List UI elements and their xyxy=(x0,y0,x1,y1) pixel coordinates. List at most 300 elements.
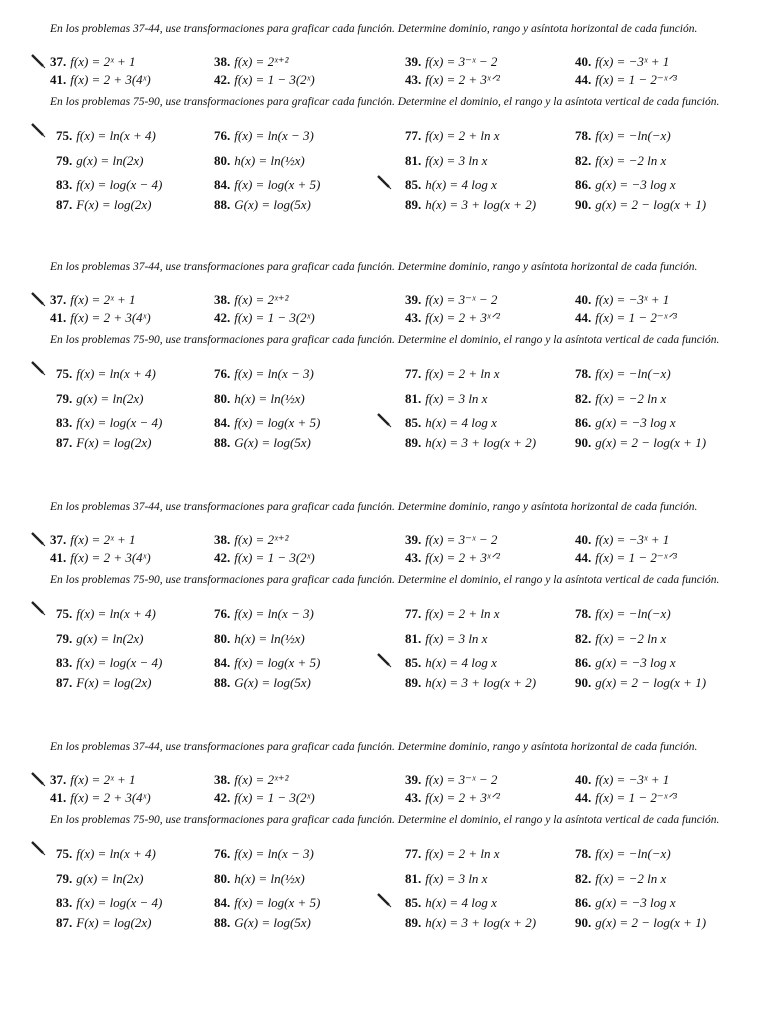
problem-number: 44. xyxy=(575,550,592,565)
problem-item xyxy=(50,532,136,548)
problem-expression: g(x) = 2 − log(x + 1) xyxy=(595,675,707,690)
problem-item xyxy=(405,415,497,431)
problem-expression: g(x) = ln(2x) xyxy=(76,631,144,646)
problem-number: 37. xyxy=(50,532,67,547)
problem-expression: h(x) = ln(½x) xyxy=(234,153,305,168)
problem-number: 39. xyxy=(405,54,422,69)
problem-expression: f(x) = ln(x − 3) xyxy=(234,366,314,381)
problem-item xyxy=(405,197,536,213)
problem-item xyxy=(56,435,151,451)
problem-expression: f(x) = −ln(−x) xyxy=(595,606,671,621)
exp-problem-row xyxy=(0,772,768,790)
problem-expression: g(x) = −3 log x xyxy=(595,177,676,192)
problem-item xyxy=(575,128,671,144)
problem-item xyxy=(405,153,487,169)
problem-number: 79. xyxy=(56,871,73,886)
problem-number: 40. xyxy=(575,292,592,307)
pencil-icon xyxy=(30,771,46,787)
problem-item xyxy=(405,772,497,788)
problem-expression: f(x) = 2ˣ⁺² xyxy=(234,532,289,547)
problem-number: 88. xyxy=(214,675,231,690)
problem-expression: f(x) = log(x − 4) xyxy=(76,655,163,670)
instructions-exponential: En los problemas 37-44, use transformaciones para graficar cada función. Determine dominio, rango y asíntota horizontal de cada función. xyxy=(50,741,698,753)
problem-item xyxy=(214,871,305,887)
problem-number: 38. xyxy=(214,292,231,307)
problem-item xyxy=(56,915,151,931)
problem-expression: g(x) = 2 − log(x + 1) xyxy=(595,197,707,212)
exp-problem-row xyxy=(0,72,768,90)
problem-number: 76. xyxy=(214,366,231,381)
problem-number: 82. xyxy=(575,871,592,886)
problem-item xyxy=(50,550,151,566)
problem-number: 37. xyxy=(50,292,67,307)
problem-number: 81. xyxy=(405,391,422,406)
problem-item xyxy=(214,72,315,88)
problem-item xyxy=(214,790,315,806)
problem-number: 78. xyxy=(575,606,592,621)
instructions-exponential: En los problemas 37-44, use transformaciones para graficar cada función. Determine dominio, rango y asíntota horizontal de cada función. xyxy=(50,23,698,35)
problem-number: 40. xyxy=(575,772,592,787)
problem-item xyxy=(405,391,487,407)
problem-item xyxy=(214,366,314,382)
problem-expression: f(x) = 1 − 2⁻ˣᐟ³ xyxy=(595,790,677,805)
problem-item xyxy=(575,675,706,691)
problem-item xyxy=(214,197,311,213)
problem-number: 80. xyxy=(214,153,231,168)
problem-item xyxy=(50,292,136,308)
problem-expression: F(x) = log(2x) xyxy=(76,675,152,690)
problem-item xyxy=(575,550,677,566)
problem-expression: f(x) = −ln(−x) xyxy=(595,846,671,861)
problem-expression: f(x) = 1 − 3(2ˣ) xyxy=(234,790,315,805)
problem-expression: g(x) = −3 log x xyxy=(595,895,676,910)
problem-expression: f(x) = 1 − 3(2ˣ) xyxy=(234,310,315,325)
problem-expression: g(x) = ln(2x) xyxy=(76,391,144,406)
problem-expression: f(x) = log(x − 4) xyxy=(76,895,163,910)
log-problem-row xyxy=(0,366,768,384)
exp-problem-row xyxy=(0,790,768,808)
problem-item xyxy=(214,772,289,788)
problem-number: 86. xyxy=(575,177,592,192)
problem-expression: f(x) = log(x + 5) xyxy=(234,177,321,192)
problem-number: 75. xyxy=(56,606,73,621)
problem-number: 81. xyxy=(405,871,422,886)
problem-item xyxy=(405,366,499,382)
problem-expression: f(x) = −2 ln x xyxy=(595,153,667,168)
problem-item xyxy=(405,72,500,88)
problem-item xyxy=(56,366,156,382)
problem-number: 77. xyxy=(405,846,422,861)
problem-expression: h(x) = ln(½x) xyxy=(234,871,305,886)
problem-number: 77. xyxy=(405,366,422,381)
problem-expression: f(x) = log(x − 4) xyxy=(76,415,163,430)
log-problem-row xyxy=(0,153,768,171)
problem-number: 43. xyxy=(405,310,422,325)
problem-expression: f(x) = 2ˣ⁺² xyxy=(234,292,289,307)
problem-expression: f(x) = −2 ln x xyxy=(595,871,667,886)
problem-item xyxy=(56,177,162,193)
problem-number: 42. xyxy=(214,790,231,805)
problem-item xyxy=(575,871,666,887)
problem-expression: f(x) = −ln(−x) xyxy=(595,366,671,381)
problem-number: 38. xyxy=(214,54,231,69)
problem-item xyxy=(405,675,536,691)
problem-item xyxy=(214,631,305,647)
problem-number: 44. xyxy=(575,790,592,805)
problem-expression: h(x) = ln(½x) xyxy=(234,391,305,406)
problem-number: 39. xyxy=(405,772,422,787)
problem-expression: f(x) = log(x + 5) xyxy=(234,415,321,430)
problem-item xyxy=(214,606,314,622)
problem-number: 42. xyxy=(214,72,231,87)
log-problem-row xyxy=(0,197,768,215)
problem-item xyxy=(575,435,706,451)
problem-number: 41. xyxy=(50,550,67,565)
problem-item xyxy=(56,631,144,647)
problem-item xyxy=(575,72,677,88)
problem-number: 40. xyxy=(575,532,592,547)
problem-item xyxy=(50,790,151,806)
problem-item xyxy=(575,310,677,326)
problem-item xyxy=(214,675,311,691)
problem-expression: f(x) = 2ˣ + 1 xyxy=(70,292,136,307)
problem-expression: f(x) = ln(x − 3) xyxy=(234,846,314,861)
problem-number: 78. xyxy=(575,846,592,861)
problem-item xyxy=(405,895,497,911)
problem-expression: f(x) = 2 + 3ˣᐟ² xyxy=(425,790,500,805)
problem-item xyxy=(575,631,666,647)
problem-expression: f(x) = 2 + ln x xyxy=(425,606,500,621)
problem-item xyxy=(405,790,500,806)
problem-expression: G(x) = log(5x) xyxy=(234,915,311,930)
problem-expression: f(x) = 2 + ln x xyxy=(425,366,500,381)
pencil-icon xyxy=(30,360,46,376)
problem-item xyxy=(575,895,676,911)
log-problem-row xyxy=(0,435,768,453)
problem-expression: F(x) = log(2x) xyxy=(76,435,152,450)
problem-number: 79. xyxy=(56,391,73,406)
problem-item xyxy=(56,197,151,213)
problem-number: 79. xyxy=(56,631,73,646)
problem-expression: f(x) = 2ˣ⁺² xyxy=(234,54,289,69)
problem-item xyxy=(405,310,500,326)
problem-item xyxy=(405,846,499,862)
problem-expression: g(x) = 2 − log(x + 1) xyxy=(595,435,707,450)
problem-expression: f(x) = 1 − 2⁻ˣᐟ³ xyxy=(595,72,677,87)
problem-item xyxy=(50,72,151,88)
problem-expression: h(x) = 4 log x xyxy=(425,895,497,910)
problem-expression: f(x) = ln(x − 3) xyxy=(234,128,314,143)
problem-number: 77. xyxy=(405,128,422,143)
problem-number: 44. xyxy=(575,310,592,325)
problem-number: 83. xyxy=(56,177,73,192)
log-problem-row xyxy=(0,391,768,409)
problem-item xyxy=(56,871,144,887)
problem-number: 37. xyxy=(50,54,67,69)
pencil-icon xyxy=(376,652,392,668)
problem-item xyxy=(214,54,289,70)
problem-expression: g(x) = 2 − log(x + 1) xyxy=(595,915,707,930)
problem-number: 38. xyxy=(214,532,231,547)
problem-expression: G(x) = log(5x) xyxy=(234,197,311,212)
problem-block xyxy=(0,262,768,482)
problem-item xyxy=(56,655,162,671)
problem-expression: g(x) = ln(2x) xyxy=(76,153,144,168)
problem-number: 83. xyxy=(56,895,73,910)
problem-expression: f(x) = 2 + 3(4ˣ) xyxy=(70,72,151,87)
problem-number: 84. xyxy=(214,415,231,430)
problem-number: 90. xyxy=(575,197,592,212)
problem-expression: f(x) = −3ˣ + 1 xyxy=(595,292,670,307)
problem-number: 39. xyxy=(405,292,422,307)
problem-number: 75. xyxy=(56,128,73,143)
problem-expression: f(x) = 3⁻ˣ − 2 xyxy=(425,54,498,69)
problem-item xyxy=(405,631,487,647)
problem-item xyxy=(214,895,320,911)
problem-number: 80. xyxy=(214,631,231,646)
problem-number: 75. xyxy=(56,846,73,861)
problem-item xyxy=(575,366,671,382)
problem-item xyxy=(214,415,320,431)
problem-item xyxy=(575,292,669,308)
problem-number: 38. xyxy=(214,772,231,787)
problem-number: 82. xyxy=(575,153,592,168)
problem-expression: f(x) = 3 ln x xyxy=(425,871,488,886)
problem-item xyxy=(56,153,144,169)
problem-item xyxy=(56,128,156,144)
problem-number: 84. xyxy=(214,177,231,192)
log-problem-row xyxy=(0,631,768,649)
problem-expression: h(x) = 4 log x xyxy=(425,415,497,430)
problem-item xyxy=(214,310,315,326)
problem-expression: g(x) = −3 log x xyxy=(595,655,676,670)
problem-number: 87. xyxy=(56,197,73,212)
problem-expression: f(x) = ln(x − 3) xyxy=(234,606,314,621)
problem-expression: h(x) = 3 + log(x + 2) xyxy=(425,435,537,450)
problem-number: 83. xyxy=(56,415,73,430)
problem-item xyxy=(405,292,497,308)
problem-block xyxy=(0,24,768,244)
instructions-exponential: En los problemas 37-44, use transformaciones para graficar cada función. Determine dominio, rango y asíntota horizontal de cada función. xyxy=(50,261,698,273)
problem-item xyxy=(405,915,536,931)
problem-block xyxy=(0,502,768,722)
problem-item xyxy=(405,550,500,566)
problem-number: 87. xyxy=(56,675,73,690)
problem-item xyxy=(575,391,666,407)
problem-expression: f(x) = 2 + ln x xyxy=(425,128,500,143)
pencil-icon xyxy=(30,600,46,616)
problem-number: 89. xyxy=(405,675,422,690)
pencil-icon xyxy=(30,291,46,307)
problem-number: 78. xyxy=(575,128,592,143)
problem-expression: f(x) = 3⁻ˣ − 2 xyxy=(425,292,498,307)
problem-item xyxy=(405,435,536,451)
problem-number: 90. xyxy=(575,915,592,930)
problem-item xyxy=(214,435,311,451)
problem-expression: f(x) = 2ˣ + 1 xyxy=(70,54,136,69)
problem-expression: h(x) = 3 + log(x + 2) xyxy=(425,915,537,930)
problem-expression: h(x) = 3 + log(x + 2) xyxy=(425,197,537,212)
problem-number: 87. xyxy=(56,435,73,450)
problem-item xyxy=(56,846,156,862)
problem-expression: f(x) = log(x − 4) xyxy=(76,177,163,192)
problem-number: 86. xyxy=(575,415,592,430)
problem-number: 76. xyxy=(214,606,231,621)
exp-problem-row xyxy=(0,54,768,72)
problem-number: 88. xyxy=(214,915,231,930)
problem-number: 83. xyxy=(56,655,73,670)
problem-item xyxy=(405,177,497,193)
problem-number: 43. xyxy=(405,550,422,565)
problem-expression: f(x) = 1 − 2⁻ˣᐟ³ xyxy=(595,310,677,325)
instructions-logarithmic: En los problemas 75-90, use transformaciones para graficar cada función. Determine el dominio, el rango y la asíntota vertical de cada función. xyxy=(50,96,720,108)
problem-item xyxy=(575,655,676,671)
instructions-logarithmic: En los problemas 75-90, use transformaciones para graficar cada función. Determine el dominio, el rango y la asíntota vertical de cada función. xyxy=(50,814,720,826)
problem-item xyxy=(214,391,305,407)
problem-item xyxy=(214,177,320,193)
problem-number: 37. xyxy=(50,772,67,787)
problem-item xyxy=(50,772,136,788)
problem-expression: f(x) = −3ˣ + 1 xyxy=(595,772,670,787)
problem-expression: f(x) = −3ˣ + 1 xyxy=(595,54,670,69)
problem-expression: f(x) = 2 + 3(4ˣ) xyxy=(70,550,151,565)
problem-item xyxy=(575,532,669,548)
problem-item xyxy=(405,128,499,144)
problem-item xyxy=(575,54,669,70)
log-problem-row xyxy=(0,606,768,624)
problem-item xyxy=(56,391,144,407)
pencil-icon xyxy=(376,412,392,428)
problem-item xyxy=(214,846,314,862)
problem-expression: h(x) = 4 log x xyxy=(425,177,497,192)
problem-item xyxy=(575,772,669,788)
pencil-icon xyxy=(30,53,46,69)
problem-expression: f(x) = 2 + 3(4ˣ) xyxy=(70,790,151,805)
log-problem-row xyxy=(0,128,768,146)
problem-number: 88. xyxy=(214,197,231,212)
problem-expression: g(x) = −3 log x xyxy=(595,415,676,430)
problem-number: 79. xyxy=(56,153,73,168)
problem-item xyxy=(214,128,314,144)
exp-problem-row xyxy=(0,292,768,310)
problem-number: 39. xyxy=(405,532,422,547)
problem-item xyxy=(214,292,289,308)
problem-item xyxy=(214,915,311,931)
problem-item xyxy=(405,655,497,671)
problem-item xyxy=(405,54,497,70)
log-problem-row xyxy=(0,675,768,693)
problem-number: 78. xyxy=(575,366,592,381)
problem-expression: f(x) = 2ˣ + 1 xyxy=(70,532,136,547)
problem-item xyxy=(575,415,676,431)
problem-expression: f(x) = log(x + 5) xyxy=(234,655,321,670)
problem-number: 75. xyxy=(56,366,73,381)
problem-number: 80. xyxy=(214,871,231,886)
problem-number: 41. xyxy=(50,72,67,87)
problem-expression: f(x) = 3 ln x xyxy=(425,391,488,406)
problem-expression: h(x) = ln(½x) xyxy=(234,631,305,646)
problem-number: 89. xyxy=(405,197,422,212)
problem-expression: f(x) = −ln(−x) xyxy=(595,128,671,143)
problem-number: 80. xyxy=(214,391,231,406)
problem-item xyxy=(575,790,677,806)
problem-expression: f(x) = −2 ln x xyxy=(595,631,667,646)
problem-number: 42. xyxy=(214,310,231,325)
problem-number: 85. xyxy=(405,655,422,670)
problem-number: 89. xyxy=(405,435,422,450)
problem-item xyxy=(575,197,706,213)
instructions-logarithmic: En los problemas 75-90, use transformaciones para graficar cada función. Determine el dominio, el rango y la asíntota vertical de cada función. xyxy=(50,334,720,346)
problem-expression: f(x) = 1 − 3(2ˣ) xyxy=(234,72,315,87)
problem-item xyxy=(405,532,497,548)
problem-number: 41. xyxy=(50,790,67,805)
problem-expression: f(x) = ln(x + 4) xyxy=(76,846,156,861)
problem-item xyxy=(214,655,320,671)
problem-expression: G(x) = log(5x) xyxy=(234,675,311,690)
problem-expression: f(x) = 3 ln x xyxy=(425,153,488,168)
problem-item xyxy=(405,871,487,887)
problem-number: 90. xyxy=(575,435,592,450)
problem-expression: f(x) = 2 + 3ˣᐟ² xyxy=(425,310,500,325)
problem-expression: f(x) = 2 + 3(4ˣ) xyxy=(70,310,151,325)
problem-number: 43. xyxy=(405,72,422,87)
problem-item xyxy=(56,415,162,431)
problem-number: 84. xyxy=(214,895,231,910)
problem-number: 42. xyxy=(214,550,231,565)
problem-number: 81. xyxy=(405,153,422,168)
problem-expression: f(x) = 2 + 3ˣᐟ² xyxy=(425,72,500,87)
problem-expression: f(x) = 1 − 2⁻ˣᐟ³ xyxy=(595,550,677,565)
problem-item xyxy=(214,532,289,548)
problem-item xyxy=(575,177,676,193)
problem-number: 86. xyxy=(575,895,592,910)
problem-expression: h(x) = 4 log x xyxy=(425,655,497,670)
problem-number: 86. xyxy=(575,655,592,670)
problem-item xyxy=(575,153,666,169)
instructions-exponential: En los problemas 37-44, use transformaciones para graficar cada función. Determine dominio, rango y asíntota horizontal de cada función. xyxy=(50,501,698,513)
problem-number: 89. xyxy=(405,915,422,930)
problem-expression: h(x) = 3 + log(x + 2) xyxy=(425,675,537,690)
problem-expression: f(x) = −3ˣ + 1 xyxy=(595,532,670,547)
problem-expression: f(x) = 3⁻ˣ − 2 xyxy=(425,772,498,787)
problem-item xyxy=(405,606,499,622)
problem-expression: f(x) = ln(x + 4) xyxy=(76,366,156,381)
pencil-icon xyxy=(376,892,392,908)
problem-item xyxy=(575,915,706,931)
problem-number: 88. xyxy=(214,435,231,450)
problem-item xyxy=(56,606,156,622)
exp-problem-row xyxy=(0,310,768,328)
problem-expression: f(x) = −2 ln x xyxy=(595,391,667,406)
pencil-icon xyxy=(376,174,392,190)
problem-number: 44. xyxy=(575,72,592,87)
problem-expression: f(x) = 2ˣ⁺² xyxy=(234,772,289,787)
problem-expression: f(x) = 3 ln x xyxy=(425,631,488,646)
problem-number: 40. xyxy=(575,54,592,69)
problem-expression: f(x) = 2 + 3ˣᐟ² xyxy=(425,550,500,565)
problem-expression: f(x) = 3⁻ˣ − 2 xyxy=(425,532,498,547)
problem-number: 82. xyxy=(575,631,592,646)
problem-item xyxy=(50,54,136,70)
problem-expression: G(x) = log(5x) xyxy=(234,435,311,450)
problem-expression: F(x) = log(2x) xyxy=(76,197,152,212)
problem-item xyxy=(50,310,151,326)
problem-item xyxy=(575,606,671,622)
log-problem-row xyxy=(0,846,768,864)
problem-item xyxy=(214,153,305,169)
problem-number: 85. xyxy=(405,895,422,910)
problem-number: 85. xyxy=(405,415,422,430)
